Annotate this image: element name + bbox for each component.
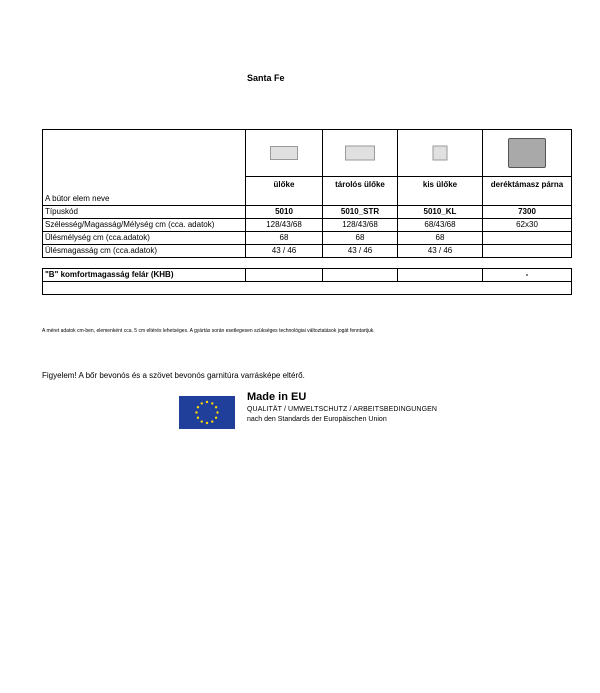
cell-depth: 68	[398, 232, 483, 245]
eu-star-icon	[216, 411, 218, 413]
made-in-eu-title: Made in EU	[247, 391, 307, 403]
cell-depth: 68	[246, 232, 323, 245]
row-label: Szélesség/Magasság/Mélység cm (cca. adatok)	[43, 219, 246, 232]
empty-row	[43, 282, 572, 295]
dims-row	[43, 219, 572, 232]
surcharge-table	[42, 268, 572, 295]
row-label: Ülésmélység cm (cca.adatok)	[43, 232, 246, 245]
image-row	[43, 130, 572, 177]
eu-star-icon	[195, 411, 197, 413]
surcharge-value	[398, 269, 483, 282]
eu-star-icon	[206, 401, 208, 403]
thumb-cell	[483, 130, 572, 177]
col-name: tárolós ülőke	[323, 177, 398, 206]
cell-dims: 68/43/68	[398, 219, 483, 232]
page-title: Santa Fe	[247, 73, 285, 83]
eu-star-icon	[201, 420, 203, 422]
cell-dims: 128/43/68	[246, 219, 323, 232]
cell-dims: 128/43/68	[323, 219, 398, 232]
eu-flag-icon	[179, 396, 235, 429]
eu-standards-line: QUALITÄT / UMWELTSCHUTZ / ARBEITSBEDINGUNGEN	[247, 406, 438, 413]
name-label: A bútor elem neve	[45, 194, 110, 203]
surcharge-value	[246, 269, 323, 282]
eu-star-icon	[215, 417, 217, 419]
small-seat-thumbnail	[433, 146, 448, 161]
eu-star-icon	[211, 420, 213, 422]
surcharge-label: "B" komfortmagasság felár (KHB)	[43, 269, 246, 282]
eu-stars-icon	[179, 396, 235, 429]
pillow-thumbnail	[508, 138, 546, 168]
cell-code: 5010	[246, 206, 323, 219]
col-name: deréktámasz párna	[483, 177, 572, 206]
surcharge-row	[43, 269, 572, 282]
eu-standards-subline: nach den Standards der Europäischen Union	[247, 416, 387, 423]
row-label: Ülésmagasság cm (cca.adatok)	[43, 245, 246, 258]
cell-height: 43 / 46	[398, 245, 483, 258]
thumb-cell	[323, 130, 398, 177]
depth-row	[43, 232, 572, 245]
height-row	[43, 245, 572, 258]
eu-star-icon	[197, 417, 199, 419]
eu-star-icon	[197, 406, 199, 408]
cell-depth: 68	[323, 232, 398, 245]
cell-code: 5010_KL	[398, 206, 483, 219]
surcharge-value	[323, 269, 398, 282]
name-label-cell	[43, 130, 246, 206]
eu-star-icon	[215, 406, 217, 408]
cell-code: 5010_STR	[323, 206, 398, 219]
cell-height: 43 / 46	[323, 245, 398, 258]
empty-cell	[43, 282, 572, 295]
code-row	[43, 206, 572, 219]
eu-star-icon	[211, 402, 213, 404]
cell-code: 7300	[483, 206, 572, 219]
row-label: Típuskód	[43, 206, 246, 219]
col-name: kis ülőke	[398, 177, 483, 206]
thumb-cell	[246, 130, 323, 177]
eu-star-icon	[206, 422, 208, 424]
cell-height	[483, 245, 572, 258]
eu-star-icon	[201, 402, 203, 404]
seat-thumbnail	[270, 146, 298, 160]
thumb-cell	[398, 130, 483, 177]
size-note: A méret adatok cm-ben, elemenként cca. 5 cm eltérés lehetséges. A gyártás során esetlegesen szükséges technológiai változtatások jogát fenntartjuk.	[42, 328, 375, 334]
cell-height: 43 / 46	[246, 245, 323, 258]
cell-depth	[483, 232, 572, 245]
storage-seat-thumbnail	[345, 146, 375, 161]
surcharge-value: -	[483, 269, 572, 282]
cell-dims: 62x30	[483, 219, 572, 232]
spec-table	[42, 129, 572, 258]
col-name: ülőke	[246, 177, 323, 206]
warning-text: Figyelem! A bőr bevonós és a szövet bevonós garnitúra varrásképe eltérő.	[42, 371, 305, 380]
